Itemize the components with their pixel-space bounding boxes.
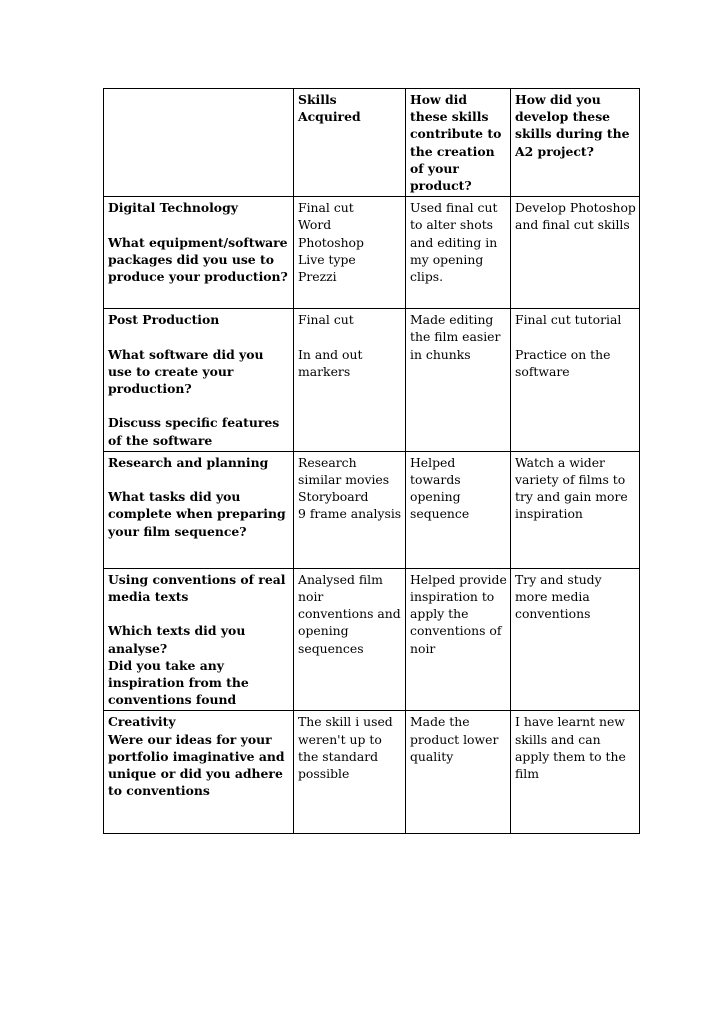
list-item: In and out markers xyxy=(298,346,363,379)
list-item: 9 frame analysis xyxy=(298,506,402,522)
topic-question: Discuss specific features of the software xyxy=(108,415,280,448)
contribution-text: Helped towards opening sequence xyxy=(410,454,470,522)
skills-cell xyxy=(294,197,406,309)
list-item: Photoshop xyxy=(298,234,364,250)
contribution-text: Made editing the film easier in chunks xyxy=(410,312,501,362)
table-row xyxy=(104,451,640,568)
topic-cell xyxy=(104,711,294,834)
table-row xyxy=(104,568,640,711)
topic-cell xyxy=(104,451,294,568)
list-item: Word xyxy=(298,217,332,233)
development-text: Practice on the software xyxy=(515,346,611,379)
contribution-cell xyxy=(406,451,511,568)
list-item: Prezzi xyxy=(298,269,337,285)
list-item: Final cut xyxy=(298,312,354,328)
skills-cell xyxy=(294,568,406,711)
development-text: Try and study more media conventions xyxy=(515,571,602,622)
topic-question: What tasks did you complete when preparing your film sequence? xyxy=(108,489,286,539)
topic-cell xyxy=(104,309,294,452)
skills-cell xyxy=(294,309,406,452)
development-text: Final cut tutorial xyxy=(515,312,622,328)
topic-cell xyxy=(104,568,294,711)
development-text: Develop Photoshop and final cut skills xyxy=(515,200,636,233)
contribution-cell xyxy=(406,309,511,452)
list-item: Analysed film noir conventions and opening sequences xyxy=(298,571,401,656)
development-cell xyxy=(511,451,640,568)
topic-question: What equipment/software packages did you use to produce your production? xyxy=(108,234,288,285)
development-text: Watch a wider variety of films to try and gain more inspiration xyxy=(515,454,628,522)
topic-title: Creativity xyxy=(108,714,176,730)
skills-cell xyxy=(294,451,406,568)
header-skills-acquired: Skills Acquired xyxy=(294,89,406,197)
contribution-text: Helped provide inspiration to apply the conventions of noir xyxy=(410,571,507,656)
evaluation-table xyxy=(103,88,640,834)
list-item: Live type xyxy=(298,251,356,267)
skills-cell xyxy=(294,711,406,834)
topic-question: What software did you use to create your production? xyxy=(108,346,264,397)
topic-title: Using conventions of real media texts xyxy=(108,571,286,605)
topic-question: Were our ideas for your portfolio imaginative and unique or did you adhere to conventions xyxy=(108,731,285,799)
table-row xyxy=(104,711,640,834)
list-item: Research similar movies xyxy=(298,454,390,488)
development-cell xyxy=(511,568,640,711)
development-cell xyxy=(511,711,640,834)
table-row xyxy=(104,197,640,309)
topic-title: Post Production xyxy=(108,312,220,328)
header-development: How did you develop these skills during the A2 project? xyxy=(511,89,640,197)
development-cell xyxy=(511,197,640,309)
contribution-cell xyxy=(406,568,511,711)
contribution-cell xyxy=(406,711,511,834)
development-cell xyxy=(511,309,640,452)
list-item: Storyboard xyxy=(298,489,369,505)
development-text: I have learnt new skills and can apply them to the film xyxy=(515,714,626,782)
topic-question: Did you take any inspiration from the conventions found xyxy=(108,657,249,708)
topic-title: Research and planning xyxy=(108,454,269,470)
header-cell-blank xyxy=(104,89,294,197)
list-item: Final cut xyxy=(298,200,354,216)
topic-title: Digital Technology xyxy=(108,200,238,216)
page-sheet xyxy=(103,88,639,834)
table-row xyxy=(104,309,640,452)
header-contribution: How did these skills contribute to the creation of your product? xyxy=(406,89,511,197)
contribution-text: Made the product lower quality xyxy=(410,714,499,764)
topic-question: Which texts did you analyse? xyxy=(108,623,246,656)
header-row xyxy=(104,89,640,197)
list-item: The skill i used weren't up to the standard possible xyxy=(298,714,393,782)
topic-cell xyxy=(104,197,294,309)
contribution-cell xyxy=(406,197,511,309)
contribution-text: Used final cut to alter shots and editing in my opening clips. xyxy=(410,200,498,285)
